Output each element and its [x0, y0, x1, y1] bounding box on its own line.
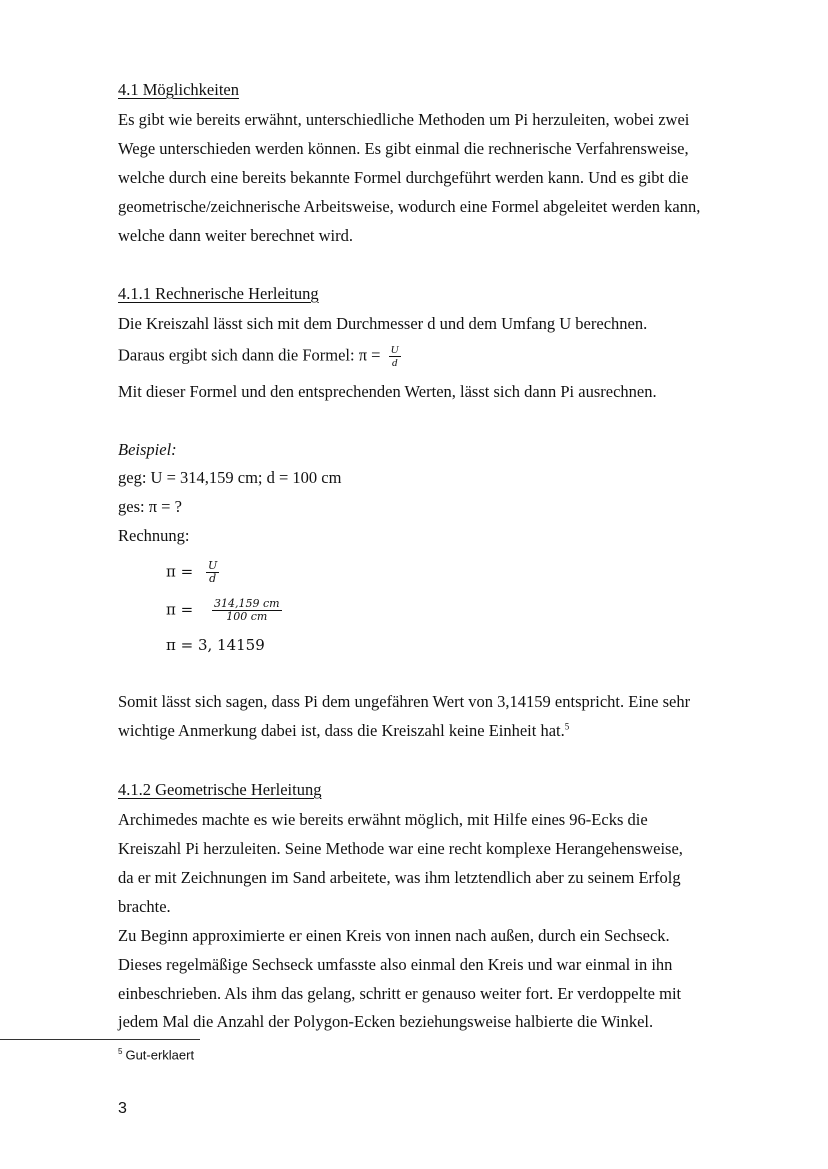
heading-4-1-1: 4.1.1 Rechnerische Herleitung: [118, 284, 319, 303]
paragraph-line: Wege unterschieden werden können. Es gibt einmal die rechnerische Verfahrensweise,: [118, 139, 689, 158]
paragraph-line: geometrische/zeichnerische Arbeitsweise, wodurch eine Formel abgeleitet werden kann,: [118, 197, 701, 216]
footnote-text: Gut-erklaert: [125, 1047, 195, 1063]
given-values: geg: U = 314,159 cm; d = 100 cm: [118, 468, 342, 487]
footnote-mark: 5: [118, 1047, 123, 1056]
paragraph-line: jedem Mal die Anzahl der Polygon-Ecken beziehungsweise halbierte die Winkel.: [118, 1012, 654, 1031]
equation-fraction: [212, 598, 282, 623]
heading-4-1: 4.1 Möglichkeiten: [118, 80, 239, 99]
formula-fraction: [389, 344, 401, 369]
paragraph-line: Dieses regelmäßige Sechseck umfasste also einmal den Kreis und war einmal in ihn: [118, 955, 673, 974]
fraction-denominator: d: [209, 572, 217, 585]
heading-4-1-2: 4.1.2 Geometrische Herleitung: [118, 780, 322, 799]
page-number: 3: [118, 1100, 127, 1117]
fraction-numerator: U: [207, 559, 218, 572]
footnote: [118, 1047, 194, 1062]
fraction-numerator: U: [390, 344, 399, 356]
paragraph-line: einbeschrieben. Als ihm das gelang, schritt er genauso weiter fort. Er verdoppelte mit: [118, 984, 682, 1003]
equation-2: [166, 598, 282, 623]
paragraph-line: [118, 721, 569, 741]
paragraph-line: Somit lässt sich sagen, dass Pi dem ungefähren Wert von 3,14159 entspricht. Eine sehr: [118, 692, 691, 711]
paragraph-line: Archimedes machte es wie bereits erwähnt möglich, mit Hilfe eines 96-Ecks die: [118, 810, 648, 829]
paragraph-line: Zu Beginn approximierte er einen Kreis von innen nach außen, durch ein Sechseck.: [118, 926, 670, 945]
fraction-denominator: 100 cm: [226, 610, 268, 623]
paragraph-line: brachte.: [118, 897, 171, 916]
paragraph-line: Es gibt wie bereits erwähnt, unterschiedliche Methoden um Pi herzuleiten, wobei zwei: [118, 110, 690, 129]
conclusion-text: wichtige Anmerkung dabei ist, dass die Kreiszahl keine Einheit hat.: [118, 721, 565, 740]
fraction-numerator: 314,159 cm: [213, 597, 280, 610]
paragraph-line: welche dann weiter berechnet wird.: [118, 226, 354, 245]
example-label: Beispiel:: [118, 440, 177, 459]
equation-lhs: π =: [166, 562, 194, 581]
equation-fraction: [206, 560, 219, 585]
formula-line: [118, 344, 401, 369]
equation-lhs: π =: [166, 600, 194, 619]
equation-1: [166, 560, 219, 585]
paragraph-line: Kreiszahl Pi herzuleiten. Seine Methode war eine recht komplexe Herangehensweise,: [118, 839, 683, 858]
paragraph-line: da er mit Zeichnungen im Sand arbeitete, was ihm letztendlich aber zu seinem Erfolg: [118, 868, 681, 887]
paragraph-line: Die Kreiszahl lässt sich mit dem Durchmesser d und dem Umfang U berechnen.: [118, 314, 648, 333]
footnote-divider: [0, 1039, 200, 1040]
calculation-label: Rechnung:: [118, 526, 190, 545]
equation-3: π = 3, 14159: [166, 636, 265, 654]
paragraph-line: Mit dieser Formel und den entsprechenden Werten, lässt sich dann Pi ausrechnen.: [118, 382, 657, 401]
footnote-reference[interactable]: 5: [564, 721, 570, 732]
formula-intro: Daraus ergibt sich dann die Formel: π =: [118, 345, 381, 365]
paragraph-line: welche durch eine bereits bekannte Formel durchgeführt werden kann. Und es gibt die: [118, 168, 689, 187]
sought-value: ges: π = ?: [118, 497, 182, 516]
fraction-denominator: d: [391, 357, 398, 369]
